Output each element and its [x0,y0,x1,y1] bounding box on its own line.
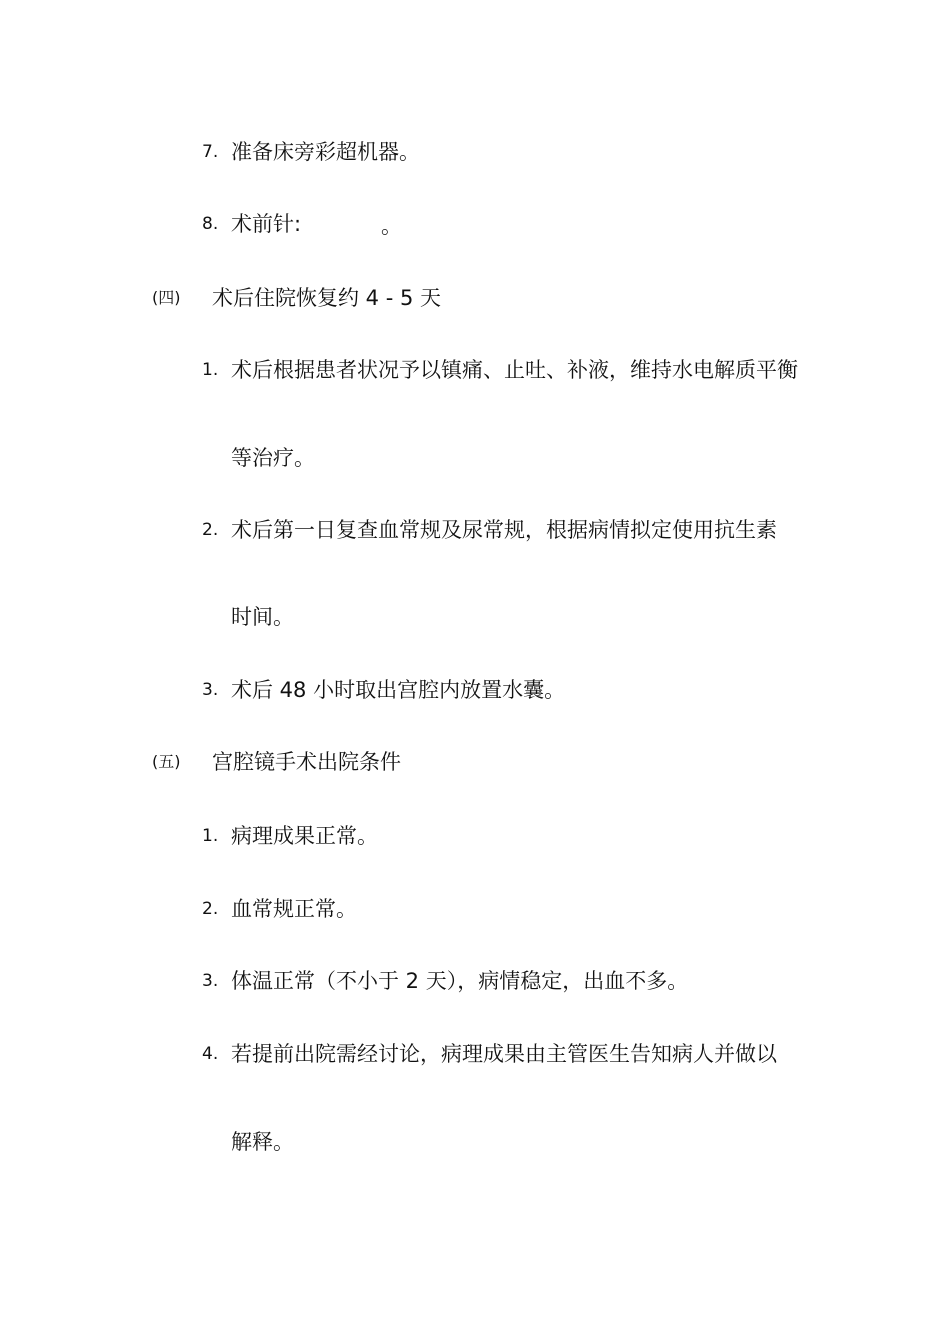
list-number: 2. [202,899,219,919]
list-item-continuation: 解释。 [231,1130,294,1154]
section-heading: 宫腔镜手术出院条件 [212,750,401,774]
list-item-text: 体温正常（不小于 2 天），病情稳定，出血不多。 [231,969,689,993]
section-number: (四) [152,288,181,307]
list-item-text: 病理成果正常。 [231,824,378,848]
list-number: 7. [202,142,219,162]
list-item-tail: 。 [381,214,402,238]
list-item-text: 术后 48 小时取出宫腔内放置水囊。 [231,678,566,702]
list-number: 3. [202,680,219,700]
list-item-text: 术前针: [231,212,302,236]
list-item-text: 术后第一日复查血常规及尿常规，根据病情拟定使用抗生素 [231,518,777,542]
list-number: 1. [202,826,219,846]
list-item-text: 术后根据患者状况予以镇痛、止吐、补液，维持水电解质平衡 [231,358,798,382]
list-item-continuation: 等治疗。 [231,446,315,470]
list-item-text: 准备床旁彩超机器。 [231,140,420,164]
list-number: 3. [202,971,219,991]
list-item-text: 血常规正常。 [231,897,357,921]
list-number: 2. [202,520,219,540]
section-heading: 术后住院恢复约 4 - 5 天 [212,286,441,310]
section-number: (五) [152,752,181,771]
list-number: 1. [202,360,219,380]
list-number: 8. [202,214,219,234]
list-item-text: 若提前出院需经讨论，病理成果由主管医生告知病人并做以 [231,1042,777,1066]
list-number: 4. [202,1044,219,1064]
list-item-continuation: 时间。 [231,605,294,629]
